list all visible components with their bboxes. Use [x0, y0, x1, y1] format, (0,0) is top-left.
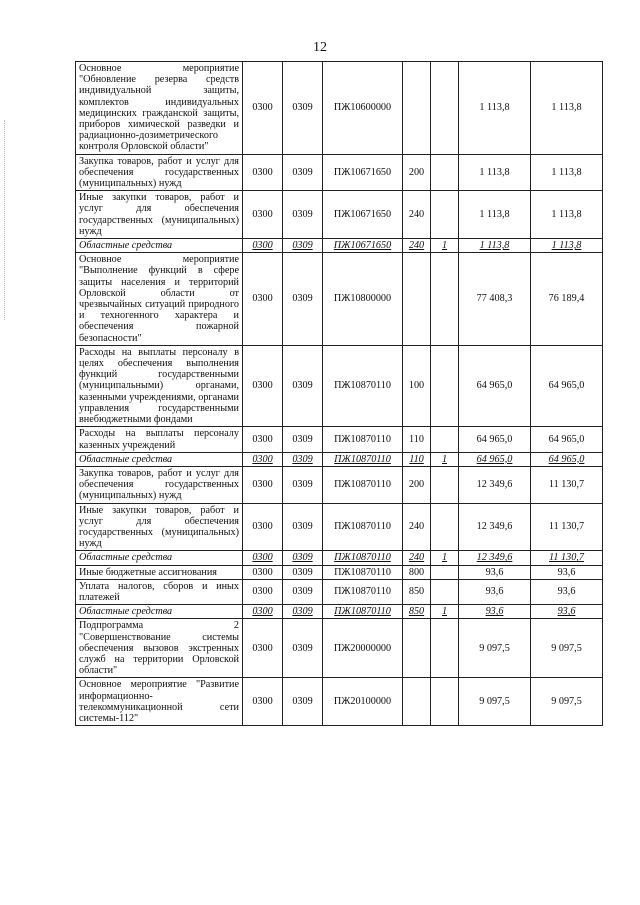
target-article-cell: ПЖ10671650 [323, 239, 403, 253]
table-row [76, 503, 603, 551]
section-code-cell: 0300 [243, 565, 283, 579]
row-name-cell: Основное мероприятие "Обновление резерва средств индивидуальной защиты, комплектов индивидуальных медицинских гражданской защиты, приборов химической разведки и радиационно-дозиметрического контроля Орловской области" [76, 62, 243, 155]
funding-source-cell [431, 154, 459, 191]
table-row [76, 551, 603, 565]
page-number: 12 [313, 40, 327, 55]
section-code-cell: 0300 [243, 503, 283, 551]
expense-type-cell: 850 [403, 605, 431, 619]
target-article-cell: ПЖ20100000 [323, 678, 403, 726]
expense-type-cell: 110 [403, 452, 431, 466]
table-row [76, 466, 603, 503]
funding-source-cell [431, 579, 459, 604]
section-code-cell: 0300 [243, 619, 283, 678]
row-name-cell: Расходы на выплаты персоналу казенных учреждений [76, 427, 243, 452]
amount-year2-cell: 11 130,7 [531, 551, 603, 565]
amount-year2-cell: 64 965,0 [531, 427, 603, 452]
row-name-cell: Областные средства [76, 551, 243, 565]
funding-source-cell [431, 253, 459, 346]
amount-year2-cell: 1 113,8 [531, 239, 603, 253]
expense-type-cell [403, 678, 431, 726]
amount-year2-cell: 93,6 [531, 605, 603, 619]
target-article-cell: ПЖ10870110 [323, 345, 403, 426]
table-row [76, 154, 603, 191]
target-article-cell: ПЖ20000000 [323, 619, 403, 678]
row-name-cell: Расходы на выплаты персоналу в целях обеспечения выполнения функций государственными (муниципальными) органами, казенными учреждениями, органами управления государственными внебюджетными фондами [76, 345, 243, 426]
expense-type-cell: 240 [403, 191, 431, 239]
row-name-cell: Уплата налогов, сборов и иных платежей [76, 579, 243, 604]
row-name-cell: Областные средства [76, 239, 243, 253]
target-article-cell: ПЖ10870110 [323, 427, 403, 452]
target-article-cell: ПЖ10671650 [323, 154, 403, 191]
subsection-code-cell: 0309 [283, 253, 323, 346]
amount-year2-cell: 76 189,4 [531, 253, 603, 346]
table-row [76, 579, 603, 604]
row-name-cell: Областные средства [76, 452, 243, 466]
section-code-cell: 0300 [243, 452, 283, 466]
table-row [76, 452, 603, 466]
subsection-code-cell: 0309 [283, 551, 323, 565]
section-code-cell: 0300 [243, 253, 283, 346]
amount-year2-cell: 9 097,5 [531, 619, 603, 678]
amount-year1-cell: 93,6 [459, 605, 531, 619]
section-code-cell: 0300 [243, 579, 283, 604]
table-row [76, 191, 603, 239]
subsection-code-cell: 0309 [283, 191, 323, 239]
funding-source-cell [431, 565, 459, 579]
target-article-cell: ПЖ10870110 [323, 503, 403, 551]
subsection-code-cell: 0309 [283, 579, 323, 604]
funding-source-cell [431, 678, 459, 726]
budget-table [75, 61, 603, 726]
expense-type-cell: 240 [403, 239, 431, 253]
table-body [76, 62, 603, 726]
subsection-code-cell: 0309 [283, 62, 323, 155]
amount-year2-cell: 64 965,0 [531, 452, 603, 466]
scan-margin-mark [4, 120, 6, 320]
row-name-cell: Основное мероприятие "Развитие информационно-телекоммуникационной сети системы-112" [76, 678, 243, 726]
amount-year2-cell: 1 113,8 [531, 191, 603, 239]
amount-year1-cell: 93,6 [459, 565, 531, 579]
amount-year2-cell: 93,6 [531, 579, 603, 604]
funding-source-cell: 1 [431, 239, 459, 253]
table-row [76, 345, 603, 426]
section-code-cell: 0300 [243, 154, 283, 191]
amount-year1-cell: 1 113,8 [459, 191, 531, 239]
expense-type-cell [403, 62, 431, 155]
subsection-code-cell: 0309 [283, 503, 323, 551]
subsection-code-cell: 0309 [283, 239, 323, 253]
amount-year2-cell: 1 113,8 [531, 154, 603, 191]
amount-year2-cell: 64 965,0 [531, 345, 603, 426]
table-row [76, 62, 603, 155]
amount-year1-cell: 9 097,5 [459, 619, 531, 678]
row-name-cell: Подпрограмма 2 "Совершенствование системы обеспечения вызовов экстренных служб на территории Орловской области" [76, 619, 243, 678]
row-name-cell: Иные закупки товаров, работ и услуг для обеспечения государственных (муниципальных) нужд [76, 503, 243, 551]
funding-source-cell [431, 427, 459, 452]
section-code-cell: 0300 [243, 62, 283, 155]
funding-source-cell: 1 [431, 452, 459, 466]
target-article-cell: ПЖ10870110 [323, 579, 403, 604]
table-row [76, 678, 603, 726]
amount-year1-cell: 77 408,3 [459, 253, 531, 346]
amount-year1-cell: 64 965,0 [459, 427, 531, 452]
table-row [76, 253, 603, 346]
row-name-cell: Иные бюджетные ассигнования [76, 565, 243, 579]
amount-year2-cell: 9 097,5 [531, 678, 603, 726]
amount-year1-cell: 93,6 [459, 579, 531, 604]
target-article-cell: ПЖ10800000 [323, 253, 403, 346]
funding-source-cell [431, 503, 459, 551]
target-article-cell: ПЖ10870110 [323, 452, 403, 466]
expense-type-cell: 850 [403, 579, 431, 604]
row-name-cell: Закупка товаров, работ и услуг для обеспечения государственных (муниципальных) нужд [76, 466, 243, 503]
expense-type-cell: 240 [403, 503, 431, 551]
subsection-code-cell: 0309 [283, 345, 323, 426]
amount-year1-cell: 1 113,8 [459, 62, 531, 155]
section-code-cell: 0300 [243, 345, 283, 426]
target-article-cell: ПЖ10600000 [323, 62, 403, 155]
subsection-code-cell: 0309 [283, 154, 323, 191]
amount-year1-cell: 64 965,0 [459, 452, 531, 466]
table-row [76, 239, 603, 253]
expense-type-cell: 200 [403, 466, 431, 503]
funding-source-cell [431, 62, 459, 155]
expense-type-cell: 200 [403, 154, 431, 191]
amount-year1-cell: 12 349,6 [459, 503, 531, 551]
subsection-code-cell: 0309 [283, 619, 323, 678]
amount-year1-cell: 12 349,6 [459, 551, 531, 565]
expense-type-cell: 100 [403, 345, 431, 426]
funding-source-cell: 1 [431, 605, 459, 619]
amount-year1-cell: 64 965,0 [459, 345, 531, 426]
target-article-cell: ПЖ10870110 [323, 551, 403, 565]
target-article-cell: ПЖ10870110 [323, 466, 403, 503]
section-code-cell: 0300 [243, 605, 283, 619]
expense-type-cell: 800 [403, 565, 431, 579]
row-name-cell: Областные средства [76, 605, 243, 619]
subsection-code-cell: 0309 [283, 678, 323, 726]
subsection-code-cell: 0309 [283, 605, 323, 619]
amount-year1-cell: 1 113,8 [459, 154, 531, 191]
row-name-cell: Закупка товаров, работ и услуг для обеспечения государственных (муниципальных) нужд [76, 154, 243, 191]
amount-year2-cell: 11 130,7 [531, 466, 603, 503]
table-row [76, 619, 603, 678]
target-article-cell: ПЖ10870110 [323, 565, 403, 579]
expense-type-cell [403, 619, 431, 678]
amount-year1-cell: 12 349,6 [459, 466, 531, 503]
subsection-code-cell: 0309 [283, 427, 323, 452]
target-article-cell: ПЖ10870110 [323, 605, 403, 619]
funding-source-cell [431, 191, 459, 239]
subsection-code-cell: 0309 [283, 452, 323, 466]
funding-source-cell [431, 466, 459, 503]
amount-year2-cell: 93,6 [531, 565, 603, 579]
amount-year2-cell: 1 113,8 [531, 62, 603, 155]
amount-year2-cell: 11 130,7 [531, 503, 603, 551]
section-code-cell: 0300 [243, 678, 283, 726]
table-row [76, 605, 603, 619]
amount-year1-cell: 9 097,5 [459, 678, 531, 726]
subsection-code-cell: 0309 [283, 565, 323, 579]
section-code-cell: 0300 [243, 191, 283, 239]
target-article-cell: ПЖ10671650 [323, 191, 403, 239]
amount-year1-cell: 1 113,8 [459, 239, 531, 253]
subsection-code-cell: 0309 [283, 466, 323, 503]
funding-source-cell [431, 619, 459, 678]
row-name-cell: Основное мероприятие "Выполнение функций в сфере защиты населения и территорий Орловской области от чрезвычайных ситуаций природного и техногенного характера и обеспечения пожарной безопасности" [76, 253, 243, 346]
section-code-cell: 0300 [243, 239, 283, 253]
table-row [76, 565, 603, 579]
section-code-cell: 0300 [243, 551, 283, 565]
section-code-cell: 0300 [243, 427, 283, 452]
funding-source-cell [431, 345, 459, 426]
section-code-cell: 0300 [243, 466, 283, 503]
expense-type-cell: 110 [403, 427, 431, 452]
expense-type-cell: 240 [403, 551, 431, 565]
expense-type-cell [403, 253, 431, 346]
funding-source-cell: 1 [431, 551, 459, 565]
table-row [76, 427, 603, 452]
row-name-cell: Иные закупки товаров, работ и услуг для обеспечения государственных (муниципальных) нужд [76, 191, 243, 239]
